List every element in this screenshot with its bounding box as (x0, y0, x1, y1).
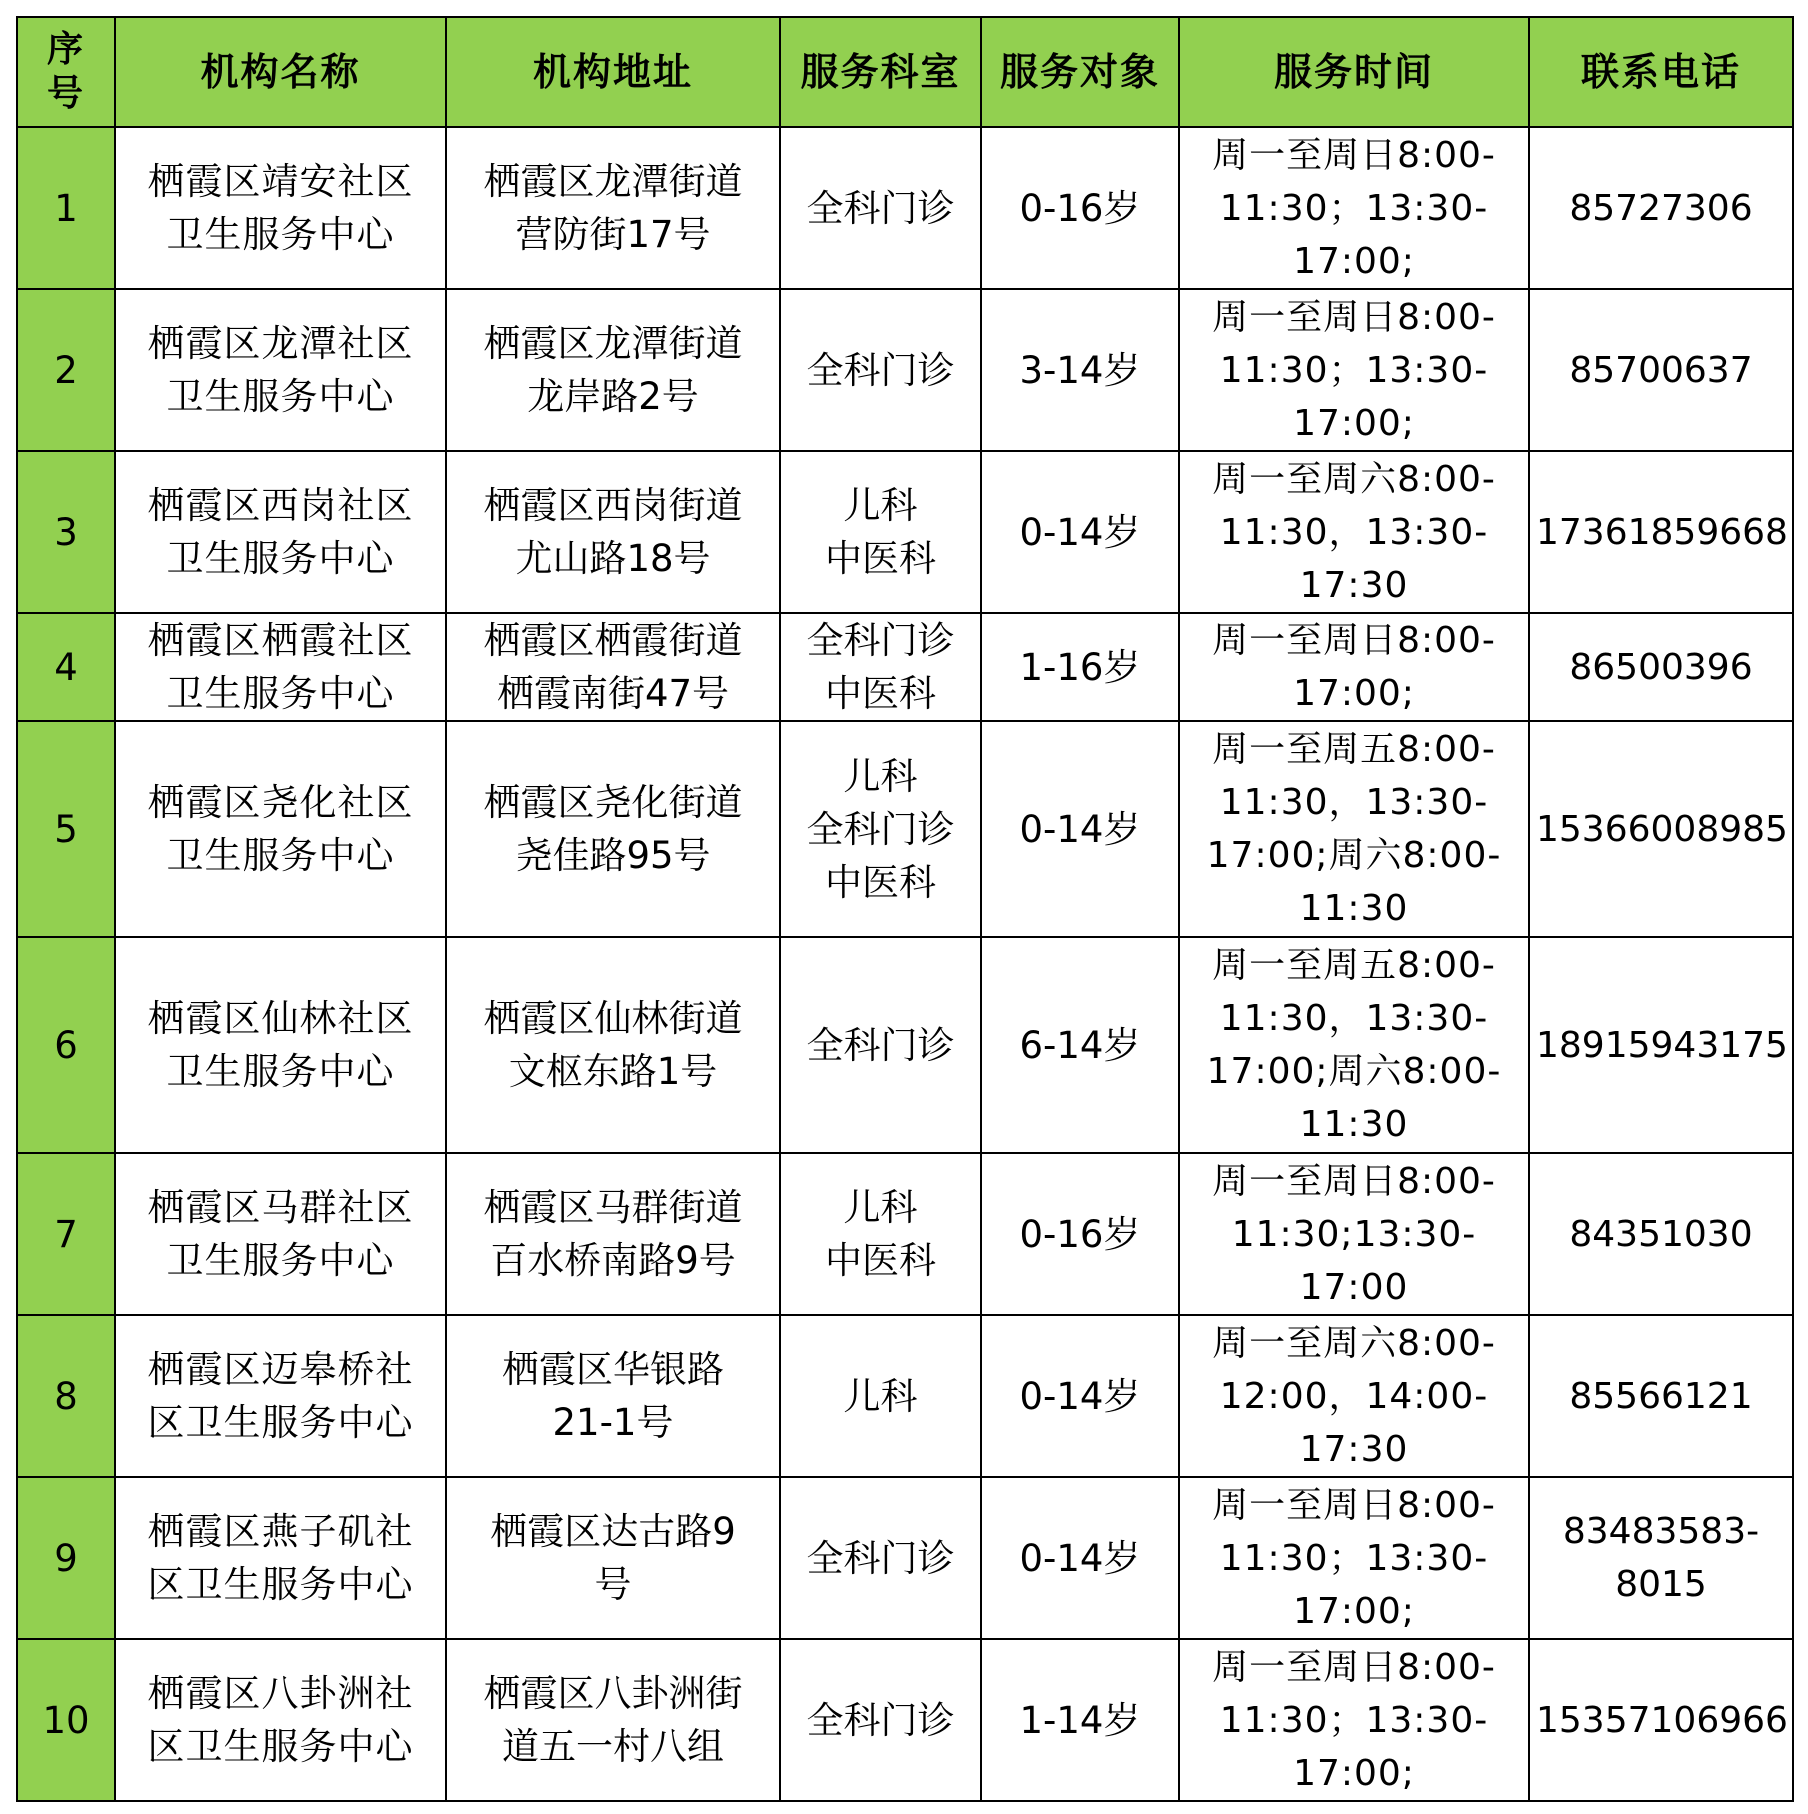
row-address: 栖霞区马群街道 百水桥南路9号 (446, 1153, 780, 1315)
header-index: 序号 (17, 17, 115, 127)
row-phone: 85566121 (1529, 1315, 1793, 1477)
row-phone: 84351030 (1529, 1153, 1793, 1315)
row-index: 5 (17, 721, 115, 937)
row-hours: 周一至周日8:00- 11:30;13:30- 17:00 (1179, 1153, 1529, 1315)
row-department: 全科门诊 (780, 127, 981, 289)
table-row (17, 1477, 1793, 1639)
header-row (17, 17, 1793, 127)
row-name: 栖霞区西岗社区 卫生服务中心 (115, 451, 446, 613)
row-target: 0-14岁 (981, 1477, 1179, 1639)
row-hours: 周一至周六8:00- 12:00，14:00- 17:30 (1179, 1315, 1529, 1477)
row-index: 6 (17, 937, 115, 1153)
row-hours: 周一至周日8:00- 11:30；13:30- 17:00; (1179, 127, 1529, 289)
row-hours: 周一至周六8:00- 11:30，13:30- 17:30 (1179, 451, 1529, 613)
row-department: 全科门诊 (780, 1477, 981, 1639)
row-address: 栖霞区八卦洲街 道五一村八组 (446, 1639, 780, 1801)
row-index: 7 (17, 1153, 115, 1315)
row-department: 全科门诊 (780, 1639, 981, 1801)
row-target: 0-14岁 (981, 451, 1179, 613)
row-index: 10 (17, 1639, 115, 1801)
header-name: 机构名称 (115, 17, 446, 127)
row-phone: 85700637 (1529, 289, 1793, 451)
table-row (17, 1153, 1793, 1315)
clinic-table (16, 16, 1794, 1802)
row-phone: 15357106966 (1529, 1639, 1793, 1801)
row-index: 8 (17, 1315, 115, 1477)
row-address: 栖霞区仙林街道 文枢东路1号 (446, 937, 780, 1153)
row-name: 栖霞区迈皋桥社 区卫生服务中心 (115, 1315, 446, 1477)
row-index: 1 (17, 127, 115, 289)
row-hours: 周一至周日8:00- 11:30；13:30- 17:00; (1179, 289, 1529, 451)
row-address: 栖霞区龙潭街道 营防街17号 (446, 127, 780, 289)
row-address: 栖霞区龙潭街道 龙岸路2号 (446, 289, 780, 451)
row-target: 1-16岁 (981, 613, 1179, 721)
row-target: 6-14岁 (981, 937, 1179, 1153)
row-index: 2 (17, 289, 115, 451)
row-phone: 83483583- 8015 (1529, 1477, 1793, 1639)
row-target: 0-16岁 (981, 127, 1179, 289)
header-hours: 服务时间 (1179, 17, 1529, 127)
table-row (17, 451, 1793, 613)
row-phone: 86500396 (1529, 613, 1793, 721)
row-address: 栖霞区达古路9 号 (446, 1477, 780, 1639)
row-department: 全科门诊 (780, 937, 981, 1153)
header-target: 服务对象 (981, 17, 1179, 127)
row-address: 栖霞区西岗街道 尤山路18号 (446, 451, 780, 613)
row-hours: 周一至周日8:00- 11:30；13:30- 17:00; (1179, 1477, 1529, 1639)
row-name: 栖霞区靖安社区 卫生服务中心 (115, 127, 446, 289)
row-target: 0-16岁 (981, 1153, 1179, 1315)
header-phone: 联系电话 (1529, 17, 1793, 127)
row-name: 栖霞区龙潭社区 卫生服务中心 (115, 289, 446, 451)
row-department: 儿科 全科门诊 中医科 (780, 721, 981, 937)
table-row (17, 289, 1793, 451)
row-hours: 周一至周五8:00- 11:30，13:30- 17:00;周六8:00- 11:30 (1179, 721, 1529, 937)
row-department: 儿科 中医科 (780, 451, 981, 613)
header-address: 机构地址 (446, 17, 780, 127)
header-department: 服务科室 (780, 17, 981, 127)
table-row (17, 613, 1793, 721)
table-row (17, 127, 1793, 289)
row-name: 栖霞区仙林社区 卫生服务中心 (115, 937, 446, 1153)
row-target: 0-14岁 (981, 1315, 1179, 1477)
row-hours: 周一至周日8:00- 11:30；13:30- 17:00; (1179, 1639, 1529, 1801)
row-address: 栖霞区尧化街道 尧佳路95号 (446, 721, 780, 937)
row-index: 4 (17, 613, 115, 721)
row-address: 栖霞区栖霞街道 栖霞南街47号 (446, 613, 780, 721)
row-name: 栖霞区马群社区 卫生服务中心 (115, 1153, 446, 1315)
row-phone: 18915943175 (1529, 937, 1793, 1153)
row-target: 1-14岁 (981, 1639, 1179, 1801)
table-row (17, 1315, 1793, 1477)
row-index: 3 (17, 451, 115, 613)
row-name: 栖霞区尧化社区 卫生服务中心 (115, 721, 446, 937)
row-hours: 周一至周五8:00- 11:30，13:30- 17:00;周六8:00- 11:30 (1179, 937, 1529, 1153)
row-department: 儿科 (780, 1315, 981, 1477)
row-target: 0-14岁 (981, 721, 1179, 937)
row-phone: 17361859668 (1529, 451, 1793, 613)
row-name: 栖霞区燕子矶社 区卫生服务中心 (115, 1477, 446, 1639)
row-index: 9 (17, 1477, 115, 1639)
row-department: 全科门诊 中医科 (780, 613, 981, 721)
row-address: 栖霞区华银路 21-1号 (446, 1315, 780, 1477)
row-name: 栖霞区栖霞社区 卫生服务中心 (115, 613, 446, 721)
table-row (17, 937, 1793, 1153)
table-row (17, 721, 1793, 937)
row-phone: 15366008985 (1529, 721, 1793, 937)
row-department: 儿科 中医科 (780, 1153, 981, 1315)
row-target: 3-14岁 (981, 289, 1179, 451)
row-name: 栖霞区八卦洲社 区卫生服务中心 (115, 1639, 446, 1801)
row-hours: 周一至周日8:00- 17:00; (1179, 613, 1529, 721)
row-department: 全科门诊 (780, 289, 981, 451)
table-row (17, 1639, 1793, 1801)
row-phone: 85727306 (1529, 127, 1793, 289)
